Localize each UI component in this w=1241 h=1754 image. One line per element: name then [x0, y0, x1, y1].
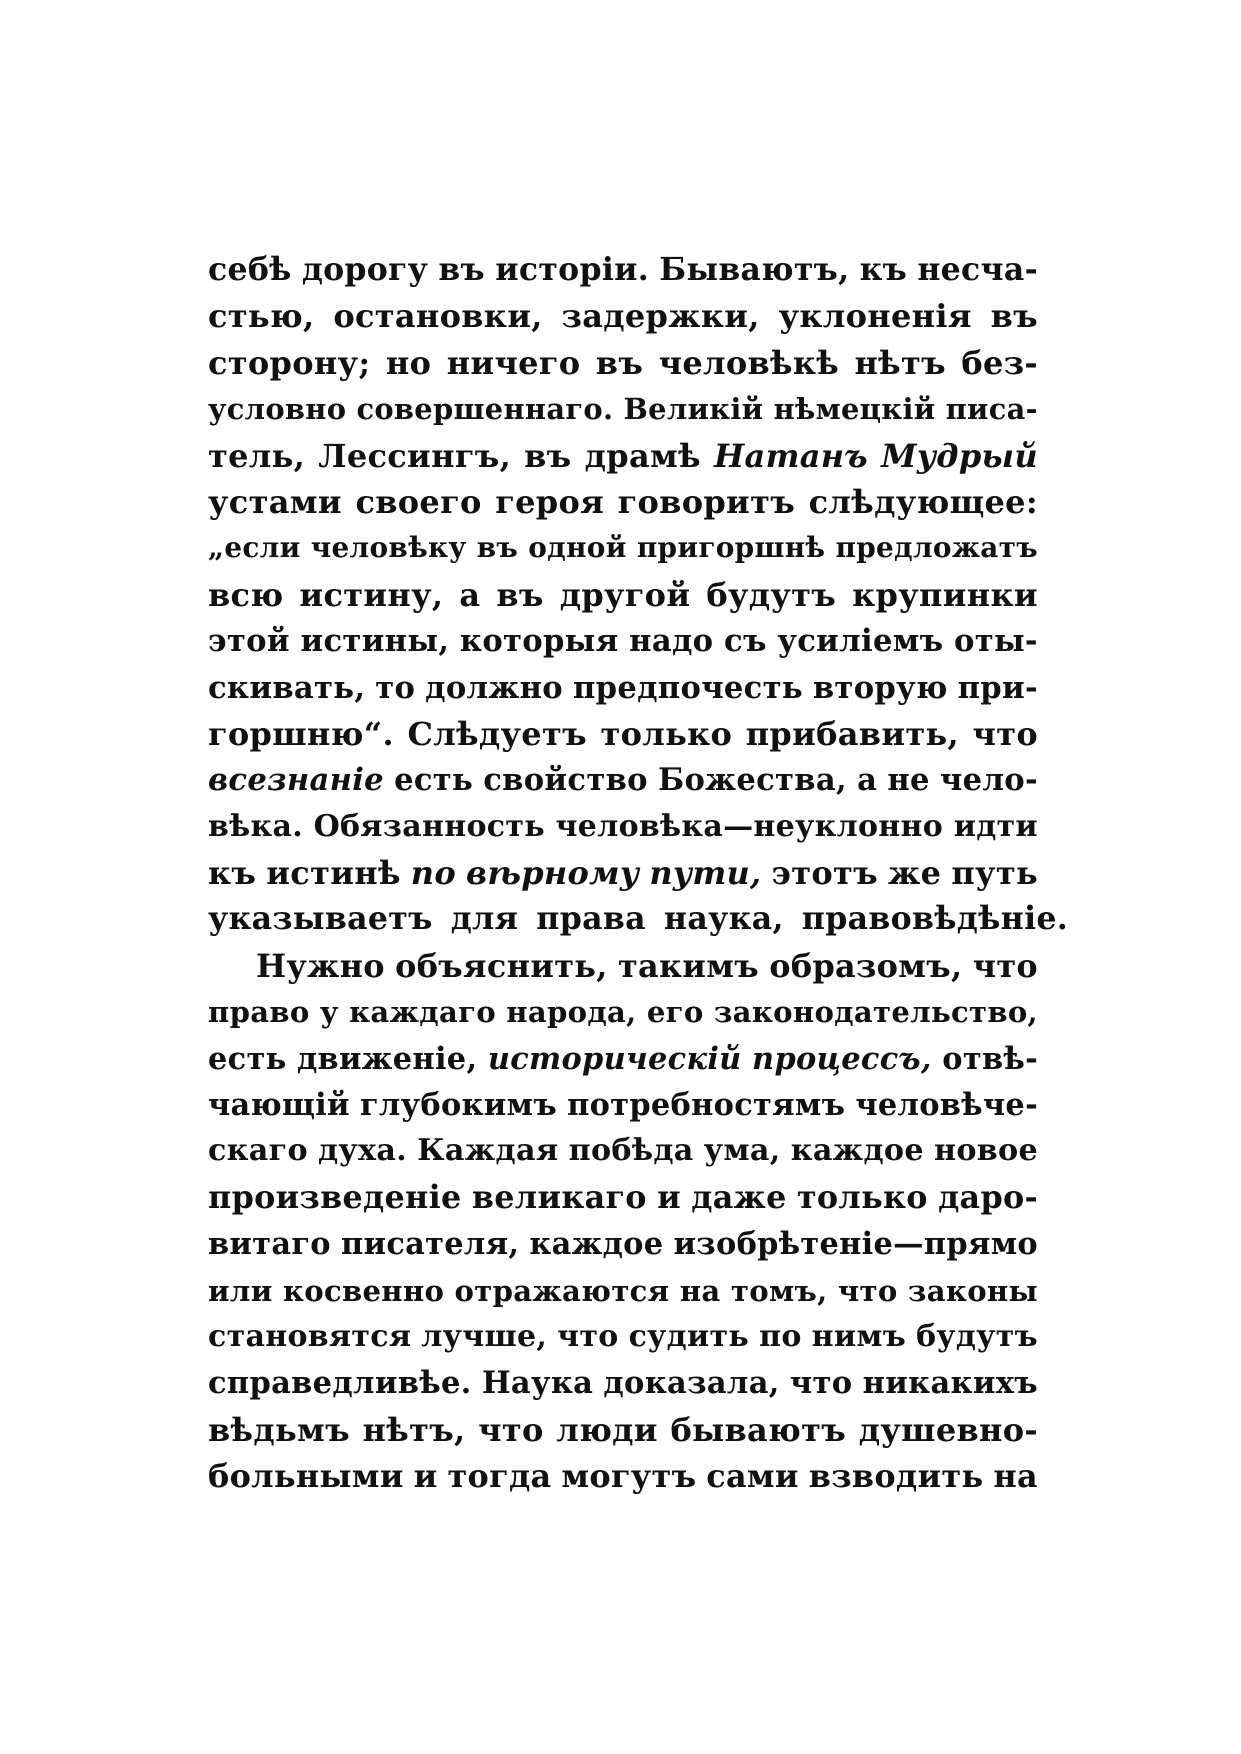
word: у	[319, 995, 339, 1030]
word: скаго	[208, 1133, 308, 1169]
text-line	[208, 1453, 1038, 1499]
word: усиліемъ	[777, 623, 944, 660]
word: предложатъ	[835, 531, 1038, 565]
text-line	[208, 943, 1038, 989]
word: будутъ	[916, 1318, 1038, 1354]
italic-word: Натанъ	[714, 436, 868, 475]
word: надо	[629, 623, 714, 660]
word: несча-	[917, 251, 1038, 288]
word: духа.	[318, 1133, 408, 1169]
word: на	[993, 1457, 1038, 1496]
word: будутъ	[706, 575, 837, 614]
word: слѣдующее:	[808, 482, 1038, 521]
word: что	[789, 1365, 853, 1402]
word: нѣтъ	[854, 343, 946, 382]
text-line	[208, 479, 1038, 525]
word: только	[600, 714, 733, 753]
word: больными	[208, 1457, 404, 1496]
word: произведеніе	[208, 1178, 462, 1216]
word: этотъ	[771, 854, 879, 893]
word: право	[208, 995, 310, 1030]
word: каждое	[790, 1133, 924, 1169]
word: нѣмецкій	[773, 392, 936, 427]
word: есть	[394, 762, 474, 799]
word: Слѣдуетъ	[407, 714, 587, 753]
italic-word: пути,	[649, 854, 762, 893]
word: справедливѣе.	[208, 1365, 472, 1402]
word: и	[413, 1457, 438, 1496]
word: Обязанность	[313, 808, 545, 844]
word: вторую	[812, 669, 948, 706]
word: уклоненія	[778, 297, 972, 336]
word: въ	[990, 297, 1038, 336]
word: Лессингъ,	[318, 436, 512, 475]
word: скивать,	[208, 669, 366, 706]
text-line	[208, 386, 1038, 432]
word: горшню“.	[208, 714, 394, 753]
word: то	[375, 669, 416, 706]
word: каждаго	[349, 995, 496, 1030]
word: судить	[628, 1318, 750, 1354]
word: сами	[706, 1457, 799, 1496]
text-line	[208, 1268, 1038, 1314]
word: что	[478, 1410, 544, 1449]
text-line	[208, 1360, 1038, 1406]
word: даро-	[938, 1178, 1038, 1216]
word: или	[208, 1273, 273, 1308]
word: Каждая	[417, 1133, 559, 1169]
word: исторіи.	[495, 251, 650, 288]
word: одной	[528, 531, 627, 565]
word: томъ,	[730, 1273, 828, 1308]
italic-word: процессъ,	[752, 1040, 932, 1077]
word: что	[837, 1273, 898, 1308]
word: а	[857, 762, 878, 799]
italic-word: по	[410, 854, 456, 893]
text-line	[208, 757, 1038, 803]
text-line	[208, 1407, 1038, 1453]
word: человѣка—неуклонно	[555, 808, 944, 844]
word: къ	[208, 854, 257, 893]
word: оты-	[953, 623, 1038, 660]
word: на	[679, 1273, 721, 1308]
word: лучше,	[421, 1318, 548, 1354]
word: взводить	[808, 1457, 984, 1496]
word: могутъ	[561, 1457, 697, 1496]
word: совершеннаго.	[356, 392, 614, 427]
text-line	[208, 1175, 1038, 1221]
word: не	[887, 762, 930, 799]
word: съ	[724, 623, 767, 660]
text-line	[208, 1036, 1038, 1082]
text-line	[208, 572, 1038, 618]
word: законы	[907, 1273, 1038, 1308]
text-line	[208, 293, 1038, 339]
word: и	[657, 1178, 681, 1216]
word: Великій	[623, 392, 764, 427]
text-line	[208, 804, 1038, 850]
word: отвѣ-	[942, 1040, 1038, 1077]
word: своего	[355, 482, 482, 521]
word: наука,	[663, 900, 784, 938]
word: Бываютъ,	[659, 251, 850, 288]
word: нѣтъ,	[362, 1410, 466, 1449]
word: въ	[595, 343, 644, 382]
word: по	[759, 1318, 802, 1354]
word: становятся	[208, 1318, 412, 1354]
word: его	[646, 995, 704, 1030]
word: всю	[208, 575, 284, 614]
word: а	[459, 575, 481, 614]
word: бываютъ	[670, 1410, 847, 1449]
text-line	[208, 340, 1038, 386]
word: въ	[438, 251, 485, 288]
word: истину,	[299, 575, 444, 614]
word: Божества,	[658, 762, 847, 799]
word: другой	[559, 575, 691, 614]
text-line	[208, 525, 1038, 571]
word: предпочесть	[572, 669, 803, 706]
word: вѣка.	[208, 808, 303, 844]
word: даже	[691, 1178, 787, 1216]
text-line	[208, 665, 1038, 711]
word: законодательство,	[713, 995, 1038, 1030]
word: устами	[208, 482, 342, 521]
word: нимъ	[811, 1318, 907, 1354]
word: никакихъ	[862, 1365, 1038, 1402]
word: писа-	[945, 392, 1038, 427]
word: человѣче-	[855, 1087, 1038, 1124]
word: этой	[208, 623, 290, 660]
word: ничего	[446, 343, 581, 382]
word: въ	[496, 575, 544, 614]
word: косвенно	[282, 1273, 445, 1308]
text-line	[208, 247, 1038, 293]
word: глубокимъ	[360, 1087, 557, 1124]
word: вѣдьмъ	[208, 1410, 350, 1449]
word: же	[888, 854, 942, 893]
word: душевно-	[858, 1410, 1038, 1449]
word: доказала,	[603, 1365, 780, 1402]
word: побѣда	[568, 1133, 694, 1169]
word: что	[972, 714, 1038, 753]
word: свойство	[483, 762, 648, 799]
word: идти	[953, 808, 1038, 844]
word: которыя	[459, 623, 619, 660]
word: люди	[556, 1410, 658, 1449]
word: правовѣдѣніе.	[801, 900, 1069, 938]
word: въ	[476, 531, 519, 565]
word: драмѣ	[584, 436, 701, 475]
word: въ	[524, 436, 572, 475]
italic-word: вѣрному	[466, 854, 640, 893]
word: дорогу	[301, 251, 429, 288]
text-line	[208, 989, 1038, 1035]
word: героя	[495, 482, 605, 521]
word: объяснить,	[395, 946, 608, 985]
word: „если	[208, 531, 301, 565]
word: такимъ	[617, 946, 760, 985]
text-line	[208, 850, 1038, 896]
word: великаго	[471, 1178, 647, 1216]
word: движеніе,	[296, 1040, 478, 1077]
word: чело-	[939, 762, 1038, 799]
word: при-	[957, 669, 1038, 706]
word: крупинки	[852, 575, 1038, 614]
word: человѣку	[310, 531, 467, 565]
word: говоритъ	[617, 482, 796, 521]
word: человѣкѣ	[658, 343, 840, 382]
word: образомъ,	[769, 946, 963, 985]
word: писателя,	[340, 1226, 520, 1263]
word: должно	[425, 669, 564, 706]
word: къ	[859, 251, 908, 288]
word: сторону;	[208, 343, 371, 382]
text-line	[208, 1082, 1038, 1128]
word: остановки,	[333, 297, 543, 336]
word: потребностямъ	[567, 1087, 846, 1124]
italic-word: историческій	[487, 1040, 742, 1077]
word: витаго	[208, 1226, 331, 1263]
word: путь	[951, 854, 1038, 893]
text-line	[208, 1314, 1038, 1360]
text-line	[208, 711, 1038, 757]
word: пригоршнѣ	[636, 531, 826, 565]
word: отражаются	[454, 1273, 670, 1308]
word: но	[385, 343, 432, 382]
word: изобрѣтеніе—прямо	[673, 1226, 1038, 1263]
text-line	[208, 433, 1038, 479]
word: условно	[208, 392, 347, 427]
word: истинѣ	[266, 854, 401, 893]
body-text	[208, 247, 1069, 1500]
word: прибавить,	[745, 714, 959, 753]
word: что	[557, 1318, 619, 1354]
word: тогда	[447, 1457, 552, 1496]
word: есть	[208, 1040, 287, 1077]
word: для	[450, 900, 519, 938]
word: ума,	[703, 1133, 781, 1169]
word: чающій	[208, 1087, 350, 1124]
word: что	[972, 946, 1038, 985]
italic-word: всезнаніе	[208, 762, 384, 799]
word: задержки,	[561, 297, 760, 336]
text-line	[208, 1128, 1038, 1174]
word: себѣ	[208, 251, 292, 288]
word: только	[796, 1178, 928, 1216]
text-line	[208, 618, 1038, 664]
word: каждое	[529, 1226, 664, 1263]
text-line	[208, 896, 1069, 942]
word: права	[536, 900, 646, 938]
word: Нужно	[256, 946, 385, 985]
word: тель,	[208, 436, 306, 475]
word: истины,	[300, 623, 450, 660]
text-line	[208, 1221, 1038, 1267]
word: стью,	[208, 297, 315, 336]
word: указываетъ	[208, 900, 433, 938]
word: народа,	[506, 995, 637, 1030]
word: без-	[961, 343, 1038, 382]
word: новое	[933, 1133, 1038, 1169]
word: Наука	[481, 1365, 594, 1402]
italic-word: Мудрый	[881, 436, 1038, 475]
